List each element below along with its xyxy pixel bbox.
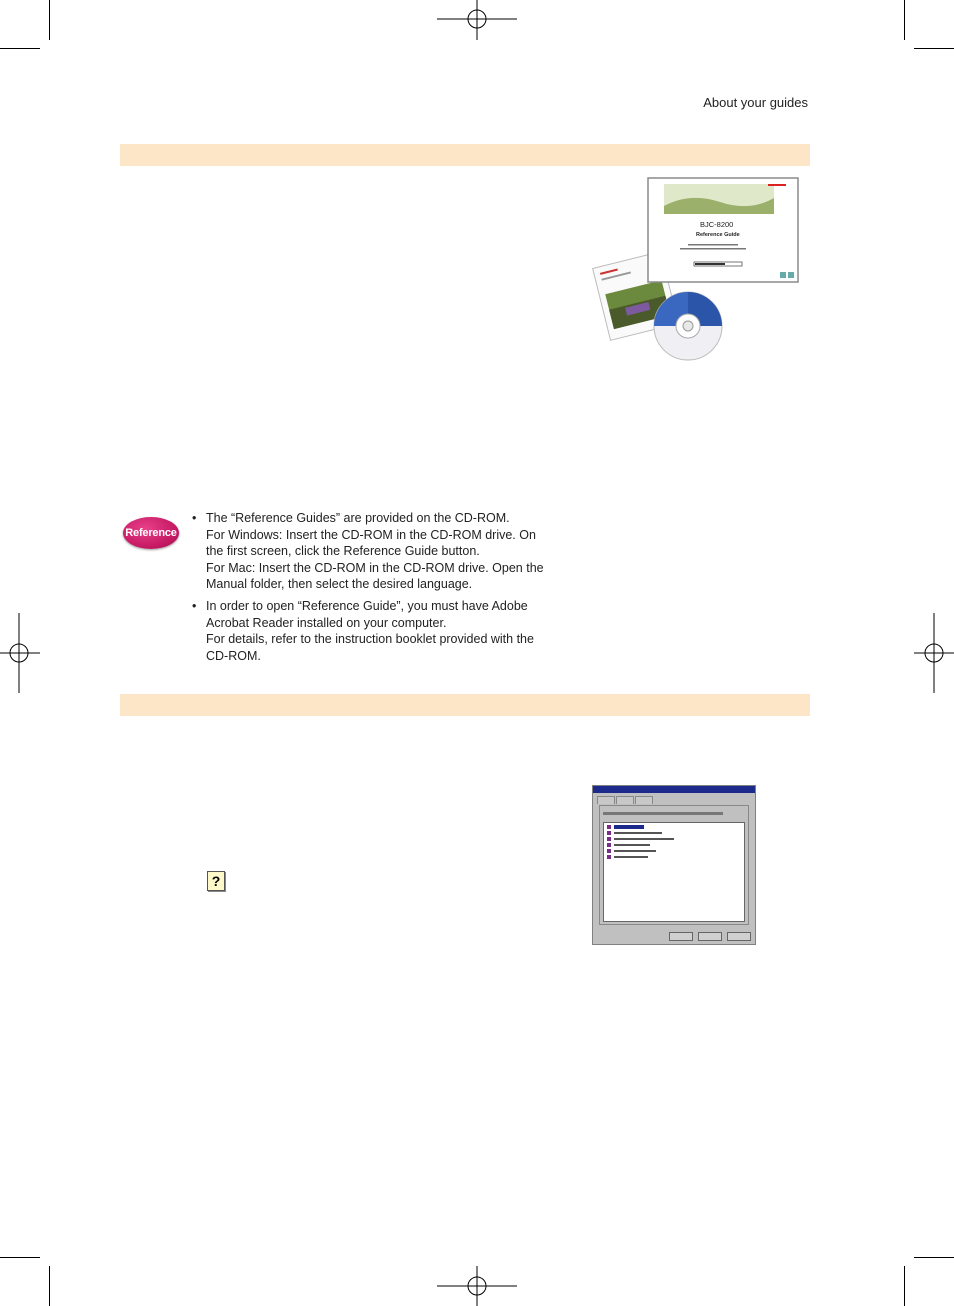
list-item xyxy=(607,843,650,847)
list-item xyxy=(607,849,656,853)
dialog-tab xyxy=(616,796,634,804)
dialog-title-bar xyxy=(593,786,755,793)
book-icon xyxy=(607,831,611,835)
dialog-tab xyxy=(597,796,615,804)
section-band-1 xyxy=(120,144,810,166)
note-line: • The “Reference Guides” are provided on the CD-ROM. xyxy=(206,511,510,525)
book-icon xyxy=(607,855,611,859)
crop-mark xyxy=(0,1257,40,1258)
crop-mark xyxy=(0,48,40,49)
registration-mark-bottom xyxy=(437,1266,517,1306)
book-icon xyxy=(607,843,611,847)
crop-mark xyxy=(49,1266,50,1306)
section-title: About your guides xyxy=(703,95,808,110)
cd-guide-title-text: Reference Guide xyxy=(696,232,740,238)
note-line: For details, refer to the instruction booklet provided with the xyxy=(206,632,534,647)
note-line: Acrobat Reader installed on your computer. xyxy=(206,615,447,630)
book-icon xyxy=(607,837,611,841)
reference-badge-icon xyxy=(123,517,179,549)
dialog-button xyxy=(669,932,693,941)
note-line: • In order to open “Reference Guide”, you must have Adobe xyxy=(206,598,528,613)
reference-notes xyxy=(190,510,560,669)
crop-mark xyxy=(49,0,50,40)
registration-mark-top xyxy=(437,0,517,40)
dialog-button xyxy=(727,932,751,941)
list-item xyxy=(607,825,644,829)
list-item xyxy=(607,837,674,841)
cd-product-text: BJC-8200 xyxy=(700,220,734,229)
note-line: the first screen, click the Reference Guide button. xyxy=(206,544,480,559)
book-icon xyxy=(607,825,611,829)
reference-badge-label: Reference xyxy=(125,527,177,539)
note-line: For Mac: Insert the CD-ROM in the CD-ROM drive. Open the xyxy=(206,560,544,575)
registration-mark-right xyxy=(914,613,954,693)
dialog-buttons xyxy=(664,932,751,941)
list-item xyxy=(607,855,648,859)
crop-mark xyxy=(904,0,905,40)
dialog-tabs xyxy=(597,796,654,804)
help-question-icon[interactable]: ? xyxy=(207,871,225,891)
dialog-pane xyxy=(599,805,749,925)
dialog-tab xyxy=(635,796,653,804)
section-band-2 xyxy=(120,694,810,716)
dialog-hint-text xyxy=(603,812,723,815)
crop-mark xyxy=(914,48,954,49)
registration-mark-left xyxy=(0,613,40,693)
crop-mark xyxy=(904,1266,905,1306)
note-line: CD-ROM. xyxy=(206,648,261,663)
cd-rom-illustration xyxy=(590,176,802,364)
note-item xyxy=(190,510,560,593)
list-item xyxy=(607,831,662,835)
crop-mark xyxy=(914,1257,954,1258)
dialog-button xyxy=(698,932,722,941)
note-line: Manual folder, then select the desired language. xyxy=(206,577,473,592)
dialog-topic-list xyxy=(603,822,745,922)
note-line: For Windows: Insert the CD-ROM in the CD-ROM drive. On xyxy=(206,527,536,542)
help-dialog-screenshot xyxy=(592,785,756,945)
book-icon xyxy=(607,849,611,853)
note-item xyxy=(190,598,560,664)
